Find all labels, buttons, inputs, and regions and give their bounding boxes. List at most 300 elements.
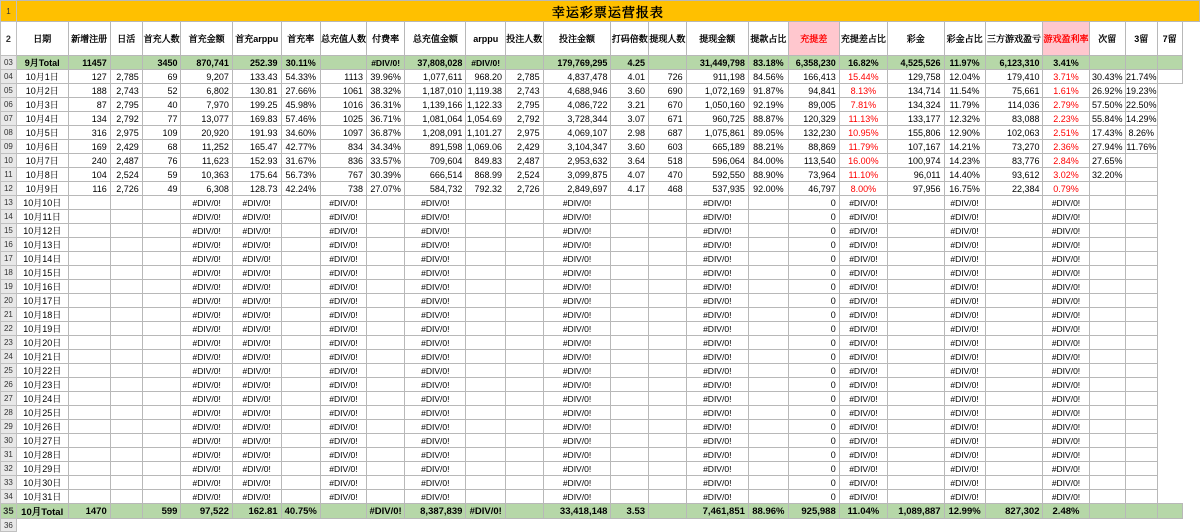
cell-17: 8.00% [839, 182, 887, 196]
row-header: 26 [1, 378, 17, 392]
cell-5 [281, 434, 320, 448]
cell-12 [611, 196, 649, 210]
cell-1 [110, 56, 142, 70]
cell-11: #DIV/0! [543, 336, 611, 350]
cell-15: 92.19% [748, 98, 788, 112]
cell-17: #DIV/0! [839, 364, 887, 378]
cell-17: 11.79% [839, 140, 887, 154]
cell-1 [110, 322, 142, 336]
cell-4: #DIV/0! [232, 392, 281, 406]
cell-19: #DIV/0! [944, 336, 985, 350]
cell-1: 2,975 [110, 126, 142, 140]
cell-7 [366, 336, 404, 350]
cell-10 [506, 336, 544, 350]
column-header-12: 投注金额 [543, 22, 611, 56]
cell-19: #DIV/0! [944, 350, 985, 364]
cell-15 [748, 392, 788, 406]
empty-cell [686, 519, 748, 532]
cell-1 [110, 196, 142, 210]
cell-19: #DIV/0! [944, 420, 985, 434]
cell-9 [466, 322, 506, 336]
table-row [1, 196, 1200, 210]
cell-21: #DIV/0! [1043, 434, 1089, 448]
cell-16: 0 [788, 448, 839, 462]
cell-8: #DIV/0! [405, 378, 466, 392]
cell-3: #DIV/0! [181, 490, 232, 504]
cell-16: 0 [788, 378, 839, 392]
date-cell: 10月17日 [16, 294, 68, 308]
cell-11: #DIV/0! [543, 420, 611, 434]
cell-12 [611, 378, 649, 392]
cell-4: #DIV/0! [232, 210, 281, 224]
cell-4: 252.39 [232, 56, 281, 70]
row-header: 34 [1, 490, 17, 504]
empty-cell [181, 519, 232, 532]
cell-5 [281, 448, 320, 462]
cell-16: 89,005 [788, 98, 839, 112]
cell-22 [1089, 504, 1125, 519]
cell-22 [1089, 224, 1125, 238]
cell-21: 2.79% [1043, 98, 1089, 112]
cell-1 [110, 238, 142, 252]
cell-2: 599 [142, 504, 181, 519]
cell-20 [985, 224, 1043, 238]
cell-11: #DIV/0! [543, 196, 611, 210]
cell-23 [1125, 182, 1157, 196]
cell-10 [506, 266, 544, 280]
cell-20 [985, 280, 1043, 294]
cell-15 [748, 294, 788, 308]
empty-cell [232, 519, 281, 532]
cell-5 [281, 280, 320, 294]
date-cell: 10月30日 [16, 476, 68, 490]
date-cell: 10月26日 [16, 420, 68, 434]
cell-0: 104 [68, 168, 110, 182]
cell-23 [1125, 252, 1157, 266]
cell-15 [748, 406, 788, 420]
cell-13: 468 [649, 182, 687, 196]
row-header: 33 [1, 476, 17, 490]
cell-18 [888, 294, 945, 308]
cell-17: #DIV/0! [839, 322, 887, 336]
cell-11: 4,688,946 [543, 84, 611, 98]
cell-23 [1125, 434, 1157, 448]
cell-19: 14.23% [944, 154, 985, 168]
cell-13: 670 [649, 98, 687, 112]
cell-18: 155,806 [888, 126, 945, 140]
cell-14: 1,075,861 [686, 126, 748, 140]
cell-10 [506, 392, 544, 406]
date-cell: 10月2日 [16, 84, 68, 98]
cell-6 [320, 56, 366, 70]
cell-11: 3,099,875 [543, 168, 611, 182]
cell-13 [649, 266, 687, 280]
cell-1: 2,487 [110, 154, 142, 168]
cell-13 [649, 378, 687, 392]
cell-14: #DIV/0! [686, 294, 748, 308]
cell-23 [1125, 196, 1157, 210]
cell-4: #DIV/0! [232, 196, 281, 210]
cell-17: #DIV/0! [839, 238, 887, 252]
date-cell: 10月1日 [16, 70, 68, 84]
date-cell: 10月Total [16, 504, 68, 519]
cell-9 [466, 476, 506, 490]
cell-10 [506, 504, 544, 519]
cell-3: #DIV/0! [181, 210, 232, 224]
cell-10 [506, 322, 544, 336]
cell-8: #DIV/0! [405, 434, 466, 448]
cell-12 [611, 476, 649, 490]
cell-3: #DIV/0! [181, 476, 232, 490]
cell-9: 868.99 [466, 168, 506, 182]
cell-2 [142, 490, 181, 504]
cell-7 [366, 280, 404, 294]
column-header-18: 充提差占比 [839, 22, 887, 56]
cell-20 [985, 252, 1043, 266]
cell-21: #DIV/0! [1043, 336, 1089, 350]
cell-12 [611, 238, 649, 252]
cell-7 [366, 294, 404, 308]
cell-4: 175.64 [232, 168, 281, 182]
cell-1: 2,792 [110, 112, 142, 126]
cell-12: 3.60 [611, 140, 649, 154]
cell-7 [366, 364, 404, 378]
cell-20 [985, 210, 1043, 224]
cell-3: #DIV/0! [181, 392, 232, 406]
cell-0 [68, 336, 110, 350]
cell-20: 827,302 [985, 504, 1043, 519]
cell-18 [888, 364, 945, 378]
cell-13: 687 [649, 126, 687, 140]
cell-2: 40 [142, 98, 181, 112]
column-header-24: 3留 [1125, 22, 1157, 56]
cell-20: 114,036 [985, 98, 1043, 112]
cell-1 [110, 308, 142, 322]
empty-cell [1125, 519, 1157, 532]
cell-6: #DIV/0! [320, 350, 366, 364]
cell-5 [281, 378, 320, 392]
cell-10: 2,524 [506, 168, 544, 182]
cell-22 [1089, 308, 1125, 322]
cell-1: 2,743 [110, 84, 142, 98]
cell-13 [649, 476, 687, 490]
cell-0 [68, 294, 110, 308]
cell-7 [366, 476, 404, 490]
column-header-10: arppu [466, 22, 506, 56]
empty-cell [985, 519, 1043, 532]
cell-5: 27.66% [281, 84, 320, 98]
cell-10: 2,743 [506, 84, 544, 98]
column-header-25: 7留 [1157, 22, 1182, 56]
table-row [1, 364, 1200, 378]
cell-14: 1,050,160 [686, 98, 748, 112]
cell-0 [68, 420, 110, 434]
row-header: 04 [1, 70, 17, 84]
cell-15 [748, 196, 788, 210]
cell-21: #DIV/0! [1043, 224, 1089, 238]
cell-11: #DIV/0! [543, 322, 611, 336]
cell-2 [142, 238, 181, 252]
cell-20 [985, 378, 1043, 392]
cell-19: #DIV/0! [944, 294, 985, 308]
cell-18 [888, 210, 945, 224]
cell-2 [142, 322, 181, 336]
cell-8: #DIV/0! [405, 336, 466, 350]
cell-18 [888, 476, 945, 490]
cell-23 [1125, 504, 1157, 519]
cell-5: 54.33% [281, 70, 320, 84]
cell-1 [110, 350, 142, 364]
cell-2 [142, 266, 181, 280]
cell-15 [748, 238, 788, 252]
cell-10 [506, 378, 544, 392]
cell-16: 0 [788, 406, 839, 420]
table-row [1, 238, 1200, 252]
cell-11: #DIV/0! [543, 280, 611, 294]
cell-9: 968.20 [466, 70, 506, 84]
total-row [1, 504, 1200, 519]
cell-23 [1125, 336, 1157, 350]
cell-21: 2.48% [1043, 504, 1089, 519]
column-header-23: 次留 [1089, 22, 1125, 56]
cell-13 [649, 308, 687, 322]
cell-15: 91.87% [748, 84, 788, 98]
cell-22 [1089, 322, 1125, 336]
cell-0 [68, 406, 110, 420]
cell-1 [110, 280, 142, 294]
cell-6: #DIV/0! [320, 252, 366, 266]
cell-19: 12.99% [944, 504, 985, 519]
row-header: 05 [1, 84, 17, 98]
cell-15 [748, 364, 788, 378]
cell-11: #DIV/0! [543, 406, 611, 420]
cell-18 [888, 196, 945, 210]
cell-4: #DIV/0! [232, 406, 281, 420]
cell-16: 94,841 [788, 84, 839, 98]
cell-0 [68, 364, 110, 378]
cell-7 [366, 196, 404, 210]
cell-16: 0 [788, 336, 839, 350]
date-cell: 10月15日 [16, 266, 68, 280]
cell-14: #DIV/0! [686, 196, 748, 210]
cell-9 [466, 490, 506, 504]
cell-11: #DIV/0! [543, 224, 611, 238]
cell-17: 16.82% [839, 56, 887, 70]
cell-17: 11.04% [839, 504, 887, 519]
cell-23: 14.29% [1126, 113, 1157, 124]
cell-2: 76 [142, 154, 181, 168]
cell-23: 22.50% [1126, 99, 1157, 110]
cell-6: #DIV/0! [320, 406, 366, 420]
cell-5: 56.73% [281, 168, 320, 182]
cell-11: 2,849,697 [543, 182, 611, 196]
column-header-5: 首充arppu [232, 22, 281, 56]
cell-14: #DIV/0! [686, 434, 748, 448]
cell-3: #DIV/0! [181, 364, 232, 378]
cell-9 [466, 448, 506, 462]
cell-4: #DIV/0! [232, 434, 281, 448]
cell-10 [506, 462, 544, 476]
cell-17: #DIV/0! [839, 280, 887, 294]
cell-11: #DIV/0! [543, 434, 611, 448]
cell-2 [142, 224, 181, 238]
cell-22 [1089, 56, 1125, 70]
cell-8: #DIV/0! [405, 448, 466, 462]
cell-0 [68, 196, 110, 210]
cell-3: #DIV/0! [181, 378, 232, 392]
empty-cell [320, 519, 366, 532]
cell-16: 46,797 [788, 182, 839, 196]
column-header-8: 付费率 [366, 22, 404, 56]
cell-3: #DIV/0! [181, 280, 232, 294]
cell-20 [985, 448, 1043, 462]
cell-21: 3.71% [1043, 70, 1089, 84]
cell-19: #DIV/0! [944, 364, 985, 378]
cell-22 [1089, 196, 1125, 210]
cell-20: 179,410 [985, 70, 1043, 84]
cell-15 [748, 420, 788, 434]
cell-18: 97,956 [888, 182, 945, 196]
cell-7: 27.07% [366, 182, 404, 196]
empty-cell [1043, 519, 1089, 532]
cell-5 [281, 238, 320, 252]
cell-1 [110, 378, 142, 392]
cell-8: 1,077,611 [405, 70, 466, 84]
cell-16: 113,540 [788, 154, 839, 168]
cell-10 [506, 224, 544, 238]
cell-21: 2.23% [1043, 112, 1089, 126]
cell-10: 2,429 [506, 140, 544, 154]
cell-18 [888, 238, 945, 252]
table-row [1, 448, 1200, 462]
cell-14: 537,935 [686, 182, 748, 196]
cell-2: 69 [142, 70, 181, 84]
cell-20: 83,776 [985, 154, 1043, 168]
cell-10 [506, 350, 544, 364]
cell-2 [142, 280, 181, 294]
cell-12 [611, 336, 649, 350]
cell-18 [888, 462, 945, 476]
cell-23 [1125, 476, 1157, 490]
cell-2 [142, 252, 181, 266]
cell-4: #DIV/0! [232, 490, 281, 504]
cell-0: 240 [68, 154, 110, 168]
cell-6: #DIV/0! [320, 434, 366, 448]
cell-7 [366, 224, 404, 238]
cell-23: 21.74% [1126, 71, 1157, 82]
cell-9 [466, 420, 506, 434]
cell-15: 92.00% [748, 182, 788, 196]
cell-3: 9,207 [181, 70, 232, 84]
cell-19: #DIV/0! [944, 392, 985, 406]
cell-8: 891,598 [405, 140, 466, 154]
cell-1 [110, 266, 142, 280]
cell-21: 2.36% [1043, 140, 1089, 154]
cell-6: #DIV/0! [320, 322, 366, 336]
cell-10 [506, 490, 544, 504]
cell-16: 0 [788, 238, 839, 252]
cell-3: #DIV/0! [181, 322, 232, 336]
cell-22 [1089, 210, 1125, 224]
cell-11: 2,953,632 [543, 154, 611, 168]
date-cell: 10月25日 [16, 406, 68, 420]
cell-9 [466, 238, 506, 252]
cell-20 [985, 266, 1043, 280]
row-header: 32 [1, 462, 17, 476]
cell-8: 8,387,839 [405, 504, 466, 519]
cell-21: #DIV/0! [1043, 476, 1089, 490]
cell-3: 870,741 [181, 56, 232, 70]
cell-6: #DIV/0! [320, 224, 366, 238]
date-cell: 10月12日 [16, 224, 68, 238]
cell-21: 0.79% [1043, 182, 1089, 196]
cell-11: 33,418,148 [543, 504, 611, 519]
cell-22: 57.50% [1089, 98, 1125, 112]
row-header: 24 [1, 350, 17, 364]
column-header-6: 首充率 [281, 22, 320, 56]
cell-12 [611, 308, 649, 322]
column-header-3: 首充人数 [142, 22, 181, 56]
cell-23 [1125, 378, 1157, 392]
cell-11: #DIV/0! [543, 238, 611, 252]
table-row [1, 280, 1200, 294]
cell-23 [1125, 462, 1157, 476]
cell-19: #DIV/0! [944, 266, 985, 280]
cell-17: 15.44% [839, 70, 887, 84]
column-header-7: 总充值人数 [320, 22, 366, 56]
cell-3: 13,077 [181, 112, 232, 126]
cell-15 [748, 476, 788, 490]
empty-cell [748, 519, 788, 532]
cell-6: #DIV/0! [320, 280, 366, 294]
cell-4: #DIV/0! [232, 364, 281, 378]
cell-9: 849.83 [466, 154, 506, 168]
date-cell: 10月11日 [16, 210, 68, 224]
cell-6: 1061 [320, 84, 366, 98]
cell-19: #DIV/0! [944, 322, 985, 336]
cell-19: 12.04% [944, 70, 985, 84]
date-cell: 10月16日 [16, 280, 68, 294]
cell-23: 8.26% [1125, 126, 1157, 140]
cell-6: 836 [320, 154, 366, 168]
cell-6: #DIV/0! [320, 238, 366, 252]
cell-0 [68, 378, 110, 392]
cell-14: #DIV/0! [686, 378, 748, 392]
cell-23 [1125, 420, 1157, 434]
table-row [1, 462, 1200, 476]
cell-18 [888, 392, 945, 406]
cell-9 [466, 210, 506, 224]
cell-13 [649, 252, 687, 266]
cell-19: 11.97% [944, 56, 985, 70]
table-row [1, 182, 1200, 196]
cell-23 [1125, 406, 1157, 420]
cell-15 [748, 210, 788, 224]
row-header: 30 [1, 434, 17, 448]
cell-1 [110, 294, 142, 308]
table-row [1, 84, 1200, 98]
cell-3: #DIV/0! [181, 448, 232, 462]
cell-7 [366, 210, 404, 224]
cell-10 [506, 196, 544, 210]
cell-19: #DIV/0! [944, 490, 985, 504]
cell-17: #DIV/0! [839, 434, 887, 448]
column-header-4: 首充金额 [181, 22, 232, 56]
cell-10 [506, 308, 544, 322]
cell-13 [649, 224, 687, 238]
cell-3: 6,802 [181, 84, 232, 98]
date-cell: 10月14日 [16, 252, 68, 266]
